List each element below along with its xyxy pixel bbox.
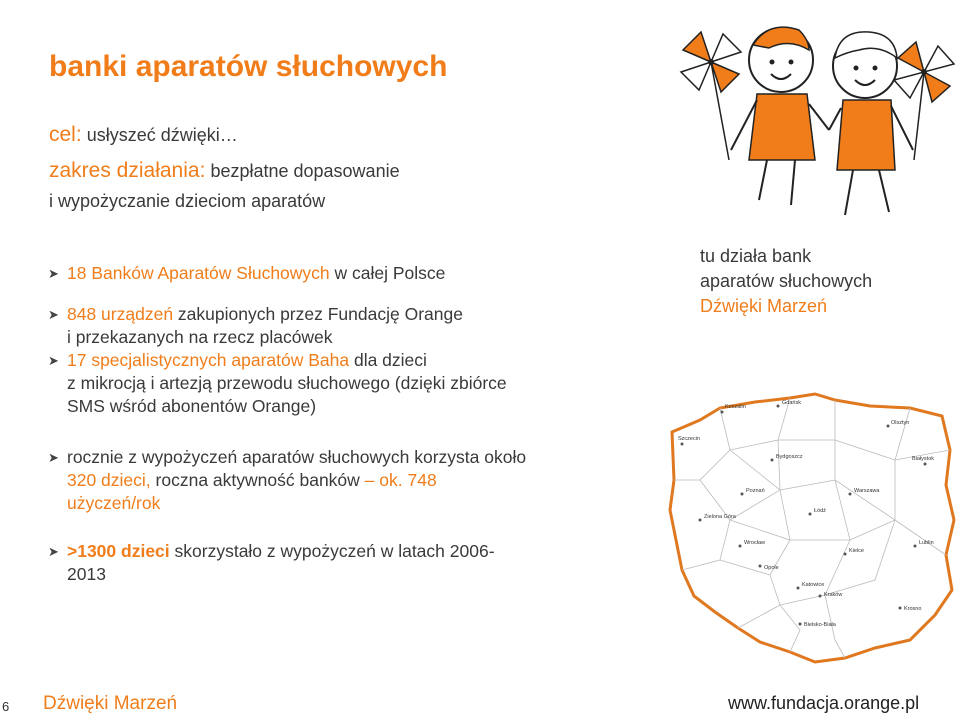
page-title: banki aparatów słuchowych [49,50,448,83]
city-poznan: Poznań [746,488,765,494]
bullet-total [48,540,648,586]
arrow-bullet-icon: ➤ [48,544,59,559]
city-bialystok: Białystok [912,456,935,462]
bullet-yearly [48,446,648,515]
arrow-bullet-icon: ➤ [48,353,59,368]
total-years: 2013 [67,564,106,584]
city-lodz: Łódź [814,508,826,514]
city-krakow: Kraków [824,592,843,598]
poland-map [660,390,959,670]
bullet-devices [48,303,648,418]
yearly-activity: roczna aktywność banków [150,470,365,490]
yearly-loans: – ok. 748 [364,470,437,490]
city-opole: Opole [764,565,779,571]
city-bielsko: Bielsko-Biała [804,622,836,628]
bullet-banks [48,262,648,285]
footer-url[interactable]: www.fundacja.orange.pl [728,693,920,713]
bank-caption-line2: aparatów słuchowych [700,271,873,291]
devices-count: 848 urządzeń [67,304,174,324]
city-koszalin: Koszalin [725,404,746,410]
footer-brand: Dźwięki Marzeń [43,693,178,714]
city-bydgoszcz: Bydgoszcz [776,454,803,460]
baha-rest-3: SMS wśród abonentów Orange) [67,396,317,416]
bank-caption [700,244,872,319]
banks-count: 18 Banków Aparatów Słuchowych [67,263,330,283]
city-kielce: Kielce [849,548,864,554]
yearly-children: 320 dzieci, [67,470,151,490]
page-number: 6 [2,699,10,714]
city-wroclaw: Wrocław [744,540,765,546]
total-rest: skorzystało z wypożyczeń w latach 2006- [169,541,495,561]
yearly-text: rocznie z wypożyczeń aparatów słuchowych korzysta około [67,447,527,467]
children-pinwheel-illustration [669,0,959,230]
devices-rest: zakupionych przez Fundację Orange [173,304,463,324]
city-katowice: Katowice [802,582,825,588]
arrow-bullet-icon: ➤ [48,307,59,322]
baha-rest-2: z mikrocją i artezją przewodu słuchowego (dzięki zbiórce [67,373,507,393]
goal-text: usłyszeć dźwięki… [86,125,238,145]
goal-label: cel: [49,123,82,146]
baha-count: 17 specjalistycznych aparatów Baha [67,350,350,370]
yearly-loans-unit: użyczeń/rok [67,493,161,513]
banks-rest: w całej Polsce [329,263,446,283]
arrow-bullet-icon: ➤ [48,450,59,465]
scope-line [49,160,400,182]
bank-caption-brand: Dźwięki Marzeń [700,296,828,316]
city-lublin: Lublin [919,540,934,546]
city-olsztyn: Olsztyn [891,420,910,426]
scope-text: bezpłatne dopasowanie [210,161,400,181]
baha-rest: dla dzieci [349,350,427,370]
arrow-bullet-icon: ➤ [48,266,59,281]
city-szczecin: Szczecin [678,436,701,442]
city-gdansk: Gdańsk [782,400,801,406]
devices-rest-2: i przekazanych na rzecz placówek [67,327,333,347]
city-warszawa: Warszawa [854,488,880,494]
scope-label: zakres działania: [49,159,206,182]
city-zielona-gora: Zielona Góra [704,514,736,520]
total-children: >1300 dzieci [67,541,170,561]
bank-caption-line1: tu działa bank [700,246,812,266]
city-krosno: Krosno [904,606,922,612]
goal-line [49,124,238,146]
scope-line-2: i wypożyczanie dzieciom aparatów [49,191,326,211]
